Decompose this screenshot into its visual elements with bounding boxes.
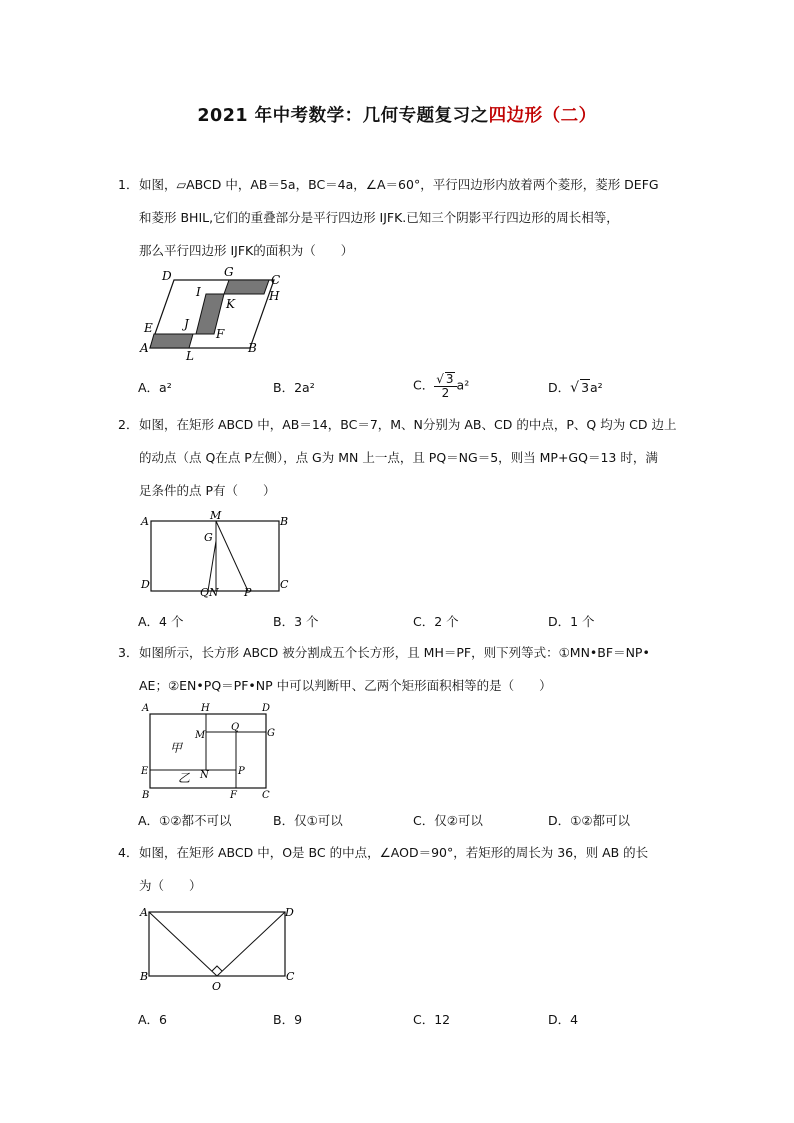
label-jia: 甲 — [170, 741, 183, 755]
label-b: B — [280, 515, 289, 528]
question-3 — [118, 636, 678, 702]
label-c: C — [271, 273, 281, 287]
label-p: P — [244, 586, 252, 599]
option-d[interactable]: D．√ 3a² — [548, 380, 603, 396]
option-d[interactable]: D．4 — [548, 1012, 579, 1027]
question-text: 如图，在矩形 ABCD 中，AB＝14，BC＝7，M、N分别为 AB、CD 的中点，P、Q 均为 CD 边上 — [139, 417, 677, 432]
label-m: M — [210, 509, 222, 522]
option-c[interactable]: C． $\frac{√ 3}{2}a^2$ — [413, 372, 470, 400]
option-c[interactable]: C．2 个 — [413, 614, 459, 629]
option-c[interactable]: C．仅②可以 — [413, 813, 483, 828]
label-f: F — [230, 790, 237, 800]
title-main: 2021 年中考数学：几何专题复习之 — [197, 106, 489, 126]
question-2 — [118, 408, 678, 507]
label-h: H — [269, 289, 280, 303]
label-b: B — [142, 790, 150, 800]
label-g: G — [267, 728, 275, 739]
label-d: D — [262, 703, 271, 714]
page-title — [0, 102, 794, 127]
label-d: D — [162, 269, 172, 283]
figure-five-rectangles — [138, 700, 283, 800]
question-text: 和菱形 BHIL,它们的重叠部分是平行四边形 IJFK.已知三个阴影平行四边形的周长相等， — [139, 210, 619, 225]
label-f: F — [216, 327, 225, 341]
label-o: O — [212, 980, 222, 993]
question-1 — [118, 168, 678, 267]
option-b[interactable]: B．仅①可以 — [273, 813, 343, 828]
label-yi: 乙 — [178, 771, 191, 785]
option-a[interactable]: A．①②都不可以 — [138, 813, 232, 828]
question-text: 如图，在矩形 ABCD 中，O是 BC 的中点，∠AOD＝90°，若矩形的周长为 36，则 AB 的长 — [139, 845, 649, 860]
label-k: K — [226, 297, 235, 311]
question-text: 如图所示，长方形 ABCD 被分割成五个长方形，且 MH＝PF，则下列等式：①MN•BF＝NP• — [139, 645, 650, 660]
label-d: D — [285, 906, 294, 919]
option-a[interactable]: A．6 — [138, 1012, 168, 1027]
label-n: N — [200, 770, 209, 781]
label-l: L — [186, 349, 194, 362]
option-d[interactable]: D．①②都可以 — [548, 813, 631, 828]
question-number: 1． — [118, 177, 139, 192]
label-qn: QN — [200, 586, 219, 599]
option-c[interactable]: C．12 — [413, 1012, 451, 1027]
question-number: 3． — [118, 645, 139, 660]
question-number: 2． — [118, 417, 139, 432]
question-text: AE；②EN•PQ＝PF•NP 中可以判断甲、乙两个矩形面积相等的是（ ） — [139, 678, 552, 693]
label-a: A — [140, 906, 148, 919]
option-a[interactable]: A．4 个 — [138, 614, 184, 629]
label-h: H — [201, 703, 210, 714]
question-number: 4． — [118, 845, 139, 860]
label-e: E — [141, 766, 149, 777]
title-highlight: 四边形（二） — [488, 106, 597, 126]
option-a[interactable]: A．a² — [138, 380, 172, 395]
label-b: B — [248, 341, 257, 355]
option-b[interactable]: B．2a² — [273, 380, 315, 395]
label-e: E — [144, 321, 153, 335]
figure-rectangle-aod — [138, 900, 300, 994]
label-g: G — [204, 531, 213, 544]
label-g: G — [224, 266, 234, 279]
option-b[interactable]: B．3 个 — [273, 614, 319, 629]
label-a: A — [142, 703, 150, 714]
label-c: C — [286, 970, 295, 983]
option-b[interactable]: B．9 — [273, 1012, 303, 1027]
label-b: B — [140, 970, 149, 983]
label-a: A — [141, 515, 149, 528]
label-j: J — [184, 317, 189, 331]
question-text: 足条件的点 P有（ ） — [139, 483, 276, 498]
question-text: 如图，▱ABCD 中，AB＝5a，BC＝4a，∠A＝60°，平行四边形内放着两个菱形，菱形 DEFG — [139, 177, 659, 192]
question-4 — [118, 836, 678, 902]
question-text: 的动点（点 Q在点 P左侧），点 G为 MN 上一点，且 PQ＝NG＝5，则当 MP+GQ＝13 时，满 — [139, 450, 658, 465]
label-q: Q — [231, 722, 240, 733]
question-text: 那么平行四边形 IJFK的面积为（ ） — [139, 243, 354, 258]
option-d[interactable]: D．1 个 — [548, 614, 595, 629]
label-a: A — [140, 341, 149, 355]
label-i: I — [196, 285, 201, 299]
label-m: M — [195, 730, 206, 741]
label-d: D — [141, 578, 150, 591]
label-c: C — [262, 790, 270, 800]
label-p: P — [238, 766, 245, 777]
question-text: 为（ ） — [139, 878, 202, 893]
figure-parallelogram-rhombi — [138, 266, 288, 362]
figure-rectangle-mn — [138, 508, 298, 600]
label-c: C — [280, 578, 289, 591]
